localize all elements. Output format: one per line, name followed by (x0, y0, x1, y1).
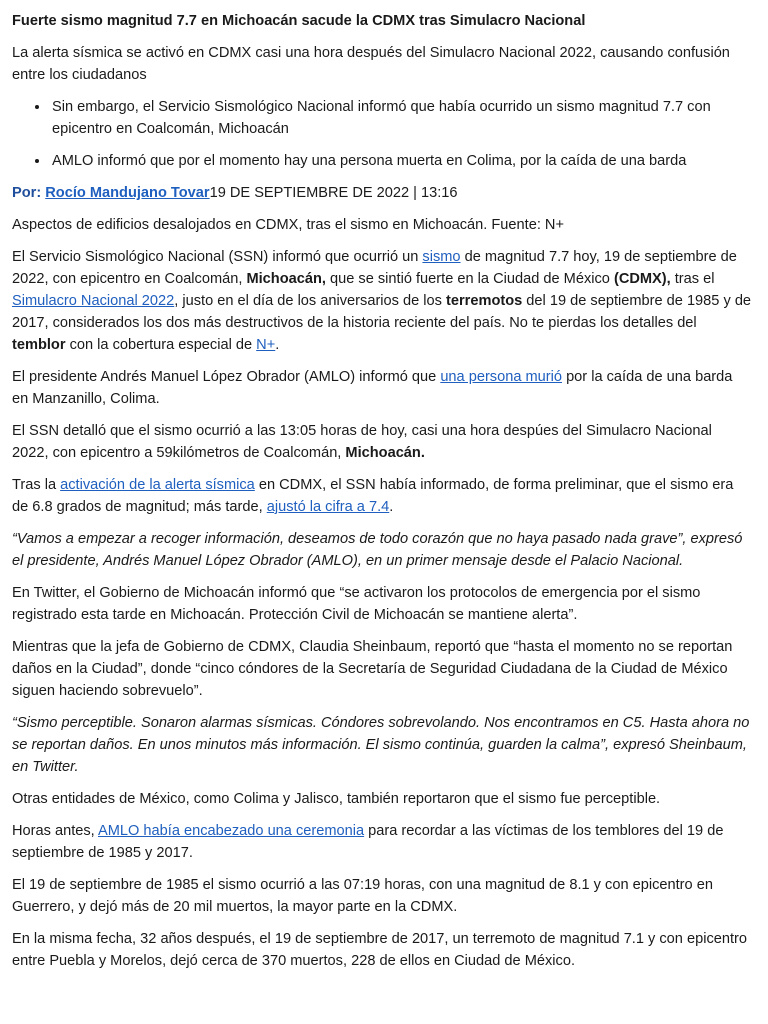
paragraph: En la misma fecha, 32 años después, el 19 de septiembre de 2017, un terremoto de magnitud 7.1 y con epicentro entre Puebla y Morelos, dejó cerca de 370 muertos, 228 de ellos en Ciudad de México. (12, 931, 748, 969)
paragraph (12, 420, 752, 464)
nplus-link[interactable]: N+ (256, 337, 276, 353)
summary-bullet: • AMLO informó que por el momento hay una persona muerta en Colima, por la caída de una barda (50, 150, 752, 172)
text: del 19 de septiembre de 1985 y de 2017, considerados los dos más destructivos de la historia reciente del país. No te pierdas los detalles del (12, 293, 752, 331)
ceremonia-link[interactable]: AMLO había encabezado una ceremonia (98, 823, 365, 839)
simulacro-link[interactable]: Simulacro Nacional 2022 (12, 293, 175, 309)
paragraph: Otras entidades de México, como Colima y Jalisco, también reportaron que el sismo fue perceptible. (12, 791, 661, 807)
persona-murio-link[interactable]: una persona murió (440, 369, 563, 385)
bold-text: terremotos (446, 293, 523, 309)
author-link[interactable]: Rocío Mandujano Tovar (45, 185, 210, 201)
text: , justo en el día de los aniversarios de los (174, 293, 447, 309)
text: por la caída de una barda en Manzanillo, Colima. (12, 369, 733, 407)
paragraph: En Twitter, el Gobierno de Michoacán informó que “se activaron los protocolos de emergencia por el sismo registrado esta tarde en Michoacán. Protección Civil de Michoacán se mantiene alerta”. (12, 585, 701, 623)
text: que se sintió fuerte en la Ciudad de México (325, 271, 614, 287)
paragraph: Mientras que la jefa de Gobierno de CDMX, Claudia Sheinbaum, reportó que “hasta el momento no se reportan daños en la Ciudad”, donde “cinco cóndores de la Secretaría de Seguridad Ciudadana de la Ciudad de México siguen haciendo sobrevuelo”. (12, 639, 733, 699)
text: Tras la (12, 477, 61, 493)
byline-label: Por: (12, 185, 42, 201)
text: El Servicio Sismológico Nacional (SSN) informó que ocurrió un (12, 249, 423, 265)
paragraph: El 19 de septiembre de 1985 el sismo ocurrió a las 07:19 horas, con una magnitud de 8.1 y con epicentro en Guerrero, y dejó más de 20 mil muertos, la mayor parte en la CDMX. (12, 877, 713, 915)
text: . (275, 337, 280, 353)
quote-text: “Vamos a empezar a recoger información, deseamos de todo corazón que no haya pasado nada grave”, expresó el presidente, Andrés Manuel López Obrador (AMLO), en un primer mensaje desde el Palacio Nacional. (12, 531, 743, 569)
text: en CDMX, el SSN había informado, de forma preliminar, que el sismo era de 6.8 grados de magnitud; más tarde, (12, 477, 734, 515)
summary-bullet: • Sin embargo, el Servicio Sismológico Nacional informó que había ocurrido un sismo magnitud 7.7 con epicentro en Coalcomán, Michoacán (50, 96, 752, 140)
bold-text: Michoacán. (345, 445, 425, 461)
ajusto-cifra-link[interactable]: ajustó la cifra a 7.4 (266, 499, 390, 515)
paragraph (12, 820, 752, 864)
paragraph (12, 246, 752, 356)
text: . (389, 499, 394, 515)
publish-date: 19 DE SEPTIEMBRE DE 2022 | 13:16 (209, 185, 458, 201)
text: para recordar a las víctimas de los temblores del 19 de septiembre de 1985 y 2017. (12, 823, 724, 861)
text: El SSN detalló que el sismo ocurrió a las 13:05 horas de hoy, casi una hora despúes del Simulacro Nacional 2022, con epicentro a 59kilómetros de Coalcomán, (12, 423, 712, 461)
byline (12, 182, 752, 204)
quote-text: “Sismo perceptible. Sonaron alarmas sísmicas. Cóndores sobrevolando. Nos encontramos en C5. Hasta ahora no se reportan daños. En unos minutos más información. El sismo continúa, guarden la calma”, expresó Sheinbaum, en Twitter. (12, 715, 750, 775)
quote-sheinbaum (12, 712, 752, 778)
summary-bullets (12, 96, 752, 172)
bold-text: Michoacán, (246, 271, 326, 287)
paragraph (12, 474, 752, 518)
text: El presidente Andrés Manuel López Obrador (AMLO) informó que (12, 369, 441, 385)
text: Horas antes, (12, 823, 98, 839)
sismo-link[interactable]: sismo (422, 249, 461, 265)
image-caption: Aspectos de edificios desalojados en CDMX, tras el sismo en Michoacán. Fuente: N+ (12, 217, 564, 233)
article-title: Fuerte sismo magnitud 7.7 en Michoacán sacude la CDMX tras Simulacro Nacional (12, 13, 586, 29)
bold-text: (CDMX), (613, 271, 671, 287)
paragraph (12, 366, 752, 410)
text: con la cobertura especial de (65, 337, 257, 353)
alerta-sismica-link[interactable]: activación de la alerta sísmica (60, 477, 255, 493)
quote-amlo (12, 528, 752, 572)
text: de magnitud 7.7 hoy, 19 de septiembre de 2022, con epicentro en Coalcomán, (12, 249, 737, 287)
bold-text: temblor (12, 337, 66, 353)
article-lead: La alerta sísmica se activó en CDMX casi una hora después del Simulacro Nacional 2022, causando confusión entre los ciudadanos (12, 45, 730, 83)
text: tras el (670, 271, 715, 287)
